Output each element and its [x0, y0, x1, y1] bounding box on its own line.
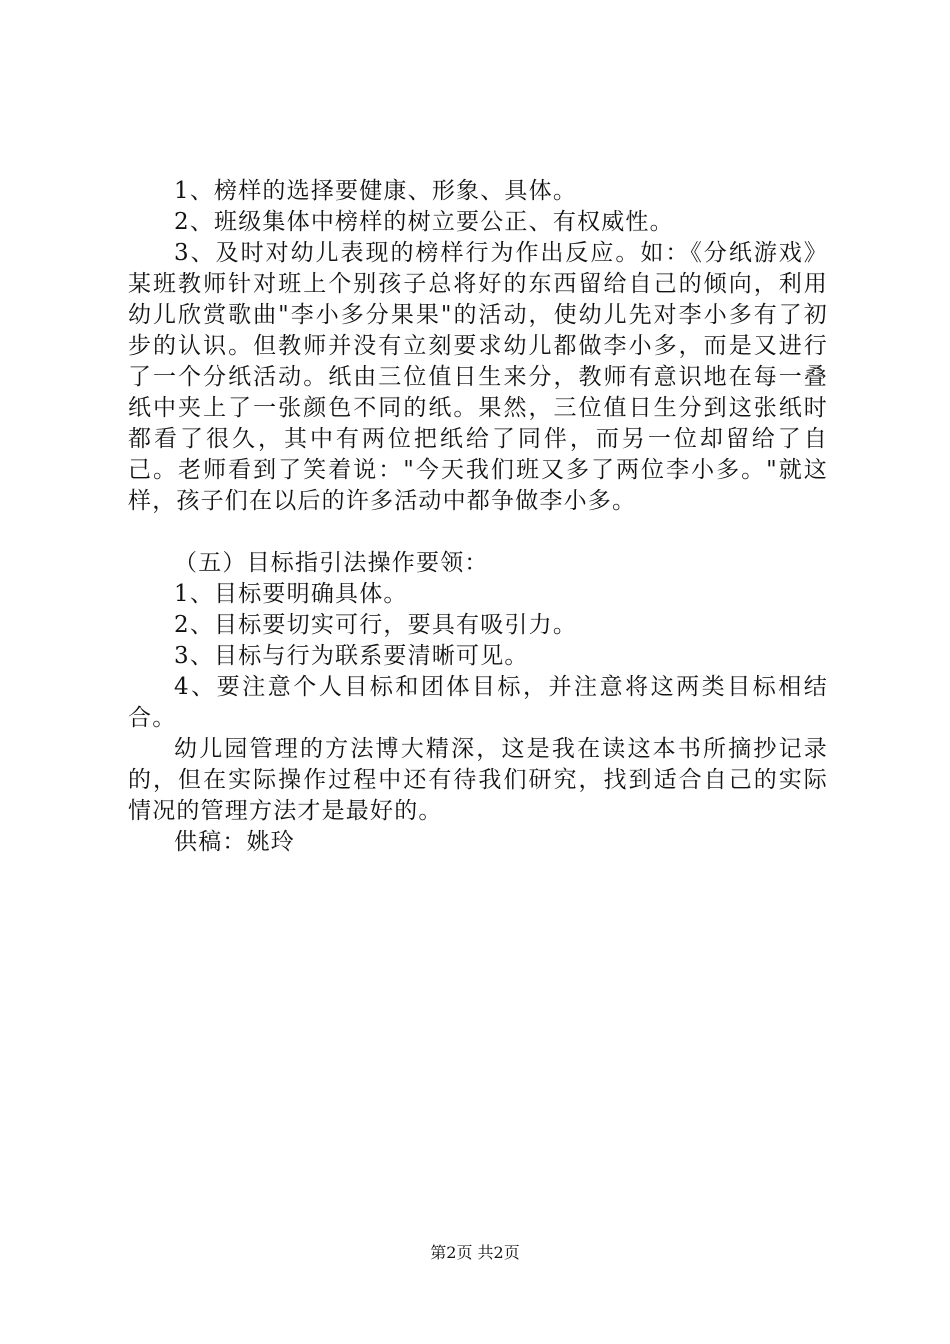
list-item-role-model-fairness: 2、班级集体中榜样的树立要公正、有权威性。 [174, 209, 674, 235]
document-body [128, 176, 828, 858]
page-number-footer: 第2页 共2页 [430, 1243, 520, 1262]
section-heading-goal-guidance: （五）目标指引法操作要领： [174, 550, 489, 576]
author-credit: 供稿：姚玲 [174, 829, 295, 855]
list-item-timely-response: 3、及时对幼儿表现的榜样行为作出反应。如：《分纸游戏》某班教师针对班上个别孩子总将好的东西留给自己的倾向，利用幼儿欣赏歌曲"李小多分果果"的活动，使幼儿先对李小多有了初步的认识。但教师并没有立刻要求幼儿都做李小多，而是又进行了一个分纸活动。纸由三位值日生来分，教师有意识地在每一叠纸中夹上了一张颜色不同的纸。果然，三位值日生分到这张纸时都看了很久，其中有两位把纸给了同伴，而另一位却留给了自己。老师看到了笑着说："今天我们班又多了两位李小多。"就这样，孩子们在以后的许多活动中都争做李小多。 [128, 240, 828, 514]
list-item-role-model-selection: 1、榜样的选择要健康、形象、具体。 [174, 178, 578, 204]
list-item-goal-clear: 1、目标要明确具体。 [174, 581, 408, 607]
list-item-goal-feasible: 2、目标要切实可行，要具有吸引力。 [174, 612, 578, 638]
paragraph-spacer [128, 517, 828, 548]
closing-paragraph: 幼儿园管理的方法博大精深，这是我在读这本书所摘抄记录的，但在实际操作过程中还有待我们研究，找到适合自己的实际情况的管理方法才是最好的。 [128, 736, 828, 824]
list-item-goal-behavior-link: 3、目标与行为联系要清晰可见。 [174, 643, 529, 669]
list-item-goal-individual-team: 4、要注意个人目标和团体目标，并注意将这两类目标相结合。 [128, 674, 828, 731]
